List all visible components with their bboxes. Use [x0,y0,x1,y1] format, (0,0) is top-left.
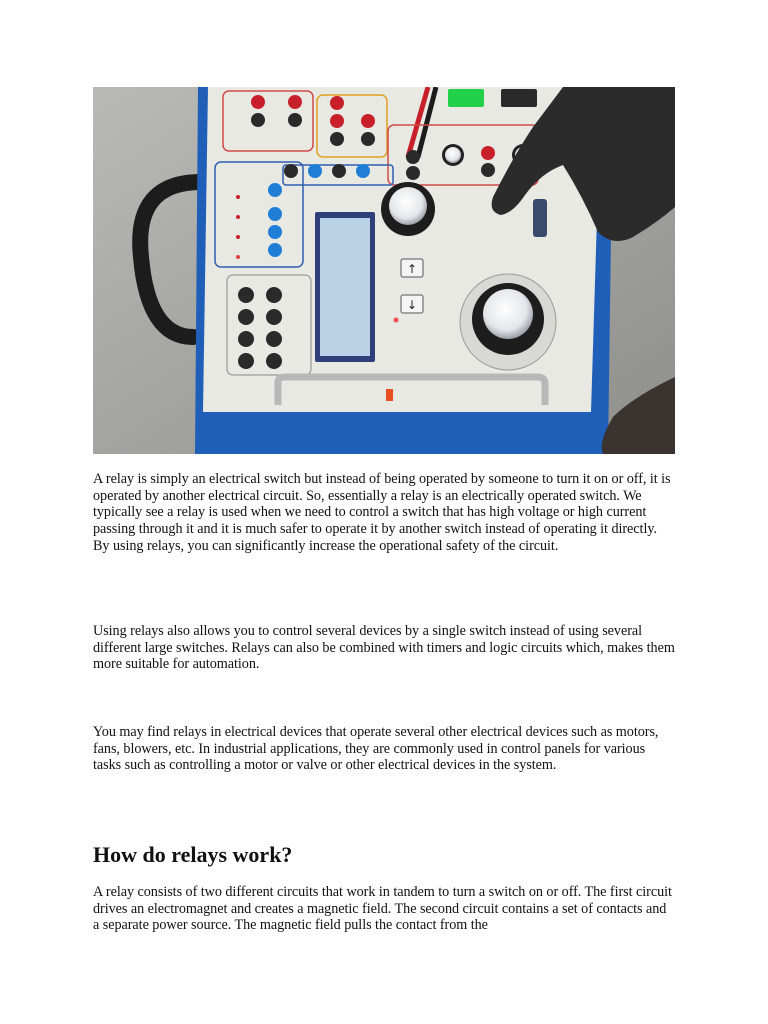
applications-paragraph: You may find relays in electrical devices that operate several other electrical devices such as motors, fans, blowers, etc. In industrial applications, they are commonly used in control panels for various tasks such as controlling a motor or valve or other electrical devices in the system. [93,724,659,774]
intro-paragraph: A relay is simply an electrical switch but instead of being operated by someone to turn it on or off, it is operated by another electrical circuit. So, essentially a relay is an electrically operated switch. We typically see a relay is used when we need to control a switch that has high voltage or high current passing through it and it is much safer to operate it by another switch instead of operating it directly. By using relays, you can significantly increase the operational safety of the circuit. [93,471,671,554]
terminal-red [251,95,265,109]
lcd-screen [320,218,370,356]
terminal-red [288,95,302,109]
control-paragraph: Using relays also allows you to control several devices by a single switch instead of using several different large switches. Relays can also be combined with timers and logic circuits which, makes them more suitable for automation. [93,623,675,673]
power-switch-icon [448,89,484,107]
how-it-works-paragraph: A relay consists of two different circuits that work in tandem to turn a switch on or off. The first circuit drives an electromagnet and creates a magnetic field. The second circuit contains a set of contacts and a separate power source. The magnetic field pulls the contact from the [93,884,672,934]
relay-test-set-photo [93,87,675,454]
relay-panel-illustration [93,87,675,454]
terminal-black [251,113,265,127]
terminal-black [288,113,302,127]
up-arrow-icon: ↑ [406,262,418,276]
section-heading: How do relays work? [93,842,293,867]
down-arrow-icon: ↓ [406,298,418,312]
